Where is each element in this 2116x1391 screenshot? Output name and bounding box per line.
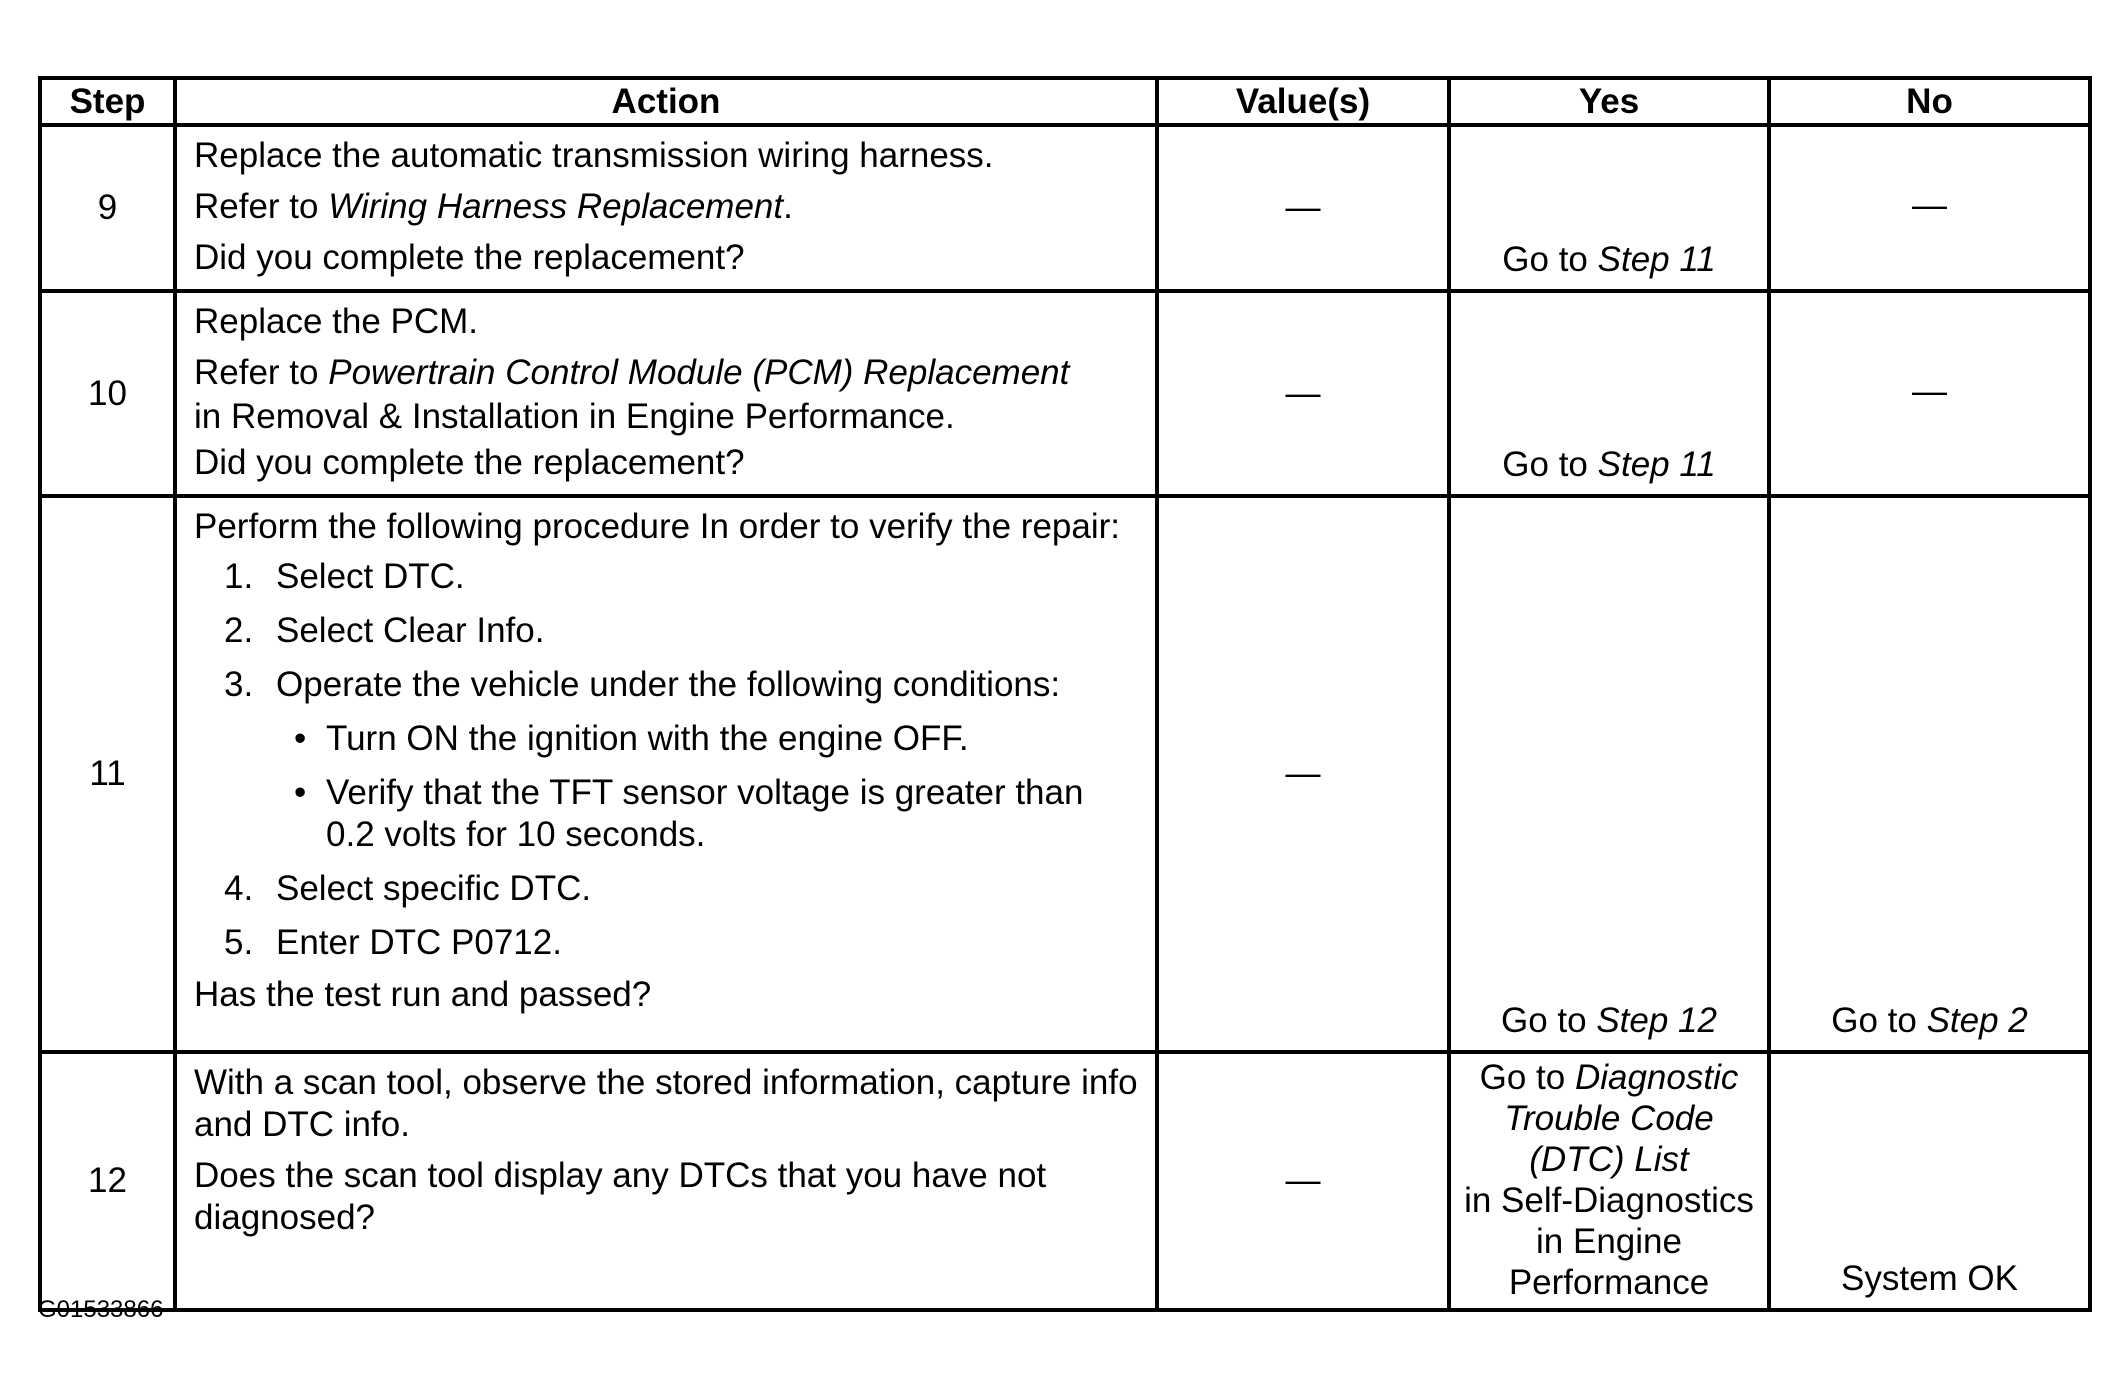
header-row <box>40 78 2090 125</box>
diagnostic-table <box>38 76 2092 1312</box>
conditions-list <box>276 718 1141 856</box>
no-prefix: Go to <box>1831 1001 1927 1040</box>
list-number: 3. <box>224 665 254 704</box>
figure-id: G01533866 <box>38 1296 164 1323</box>
value-dash: — <box>1285 1160 1321 1200</box>
no-dash: — <box>1912 186 1947 225</box>
header-action: Action <box>175 78 1157 125</box>
list-number: 5. <box>224 923 254 962</box>
yes-cell <box>1449 1052 1769 1310</box>
no-cell <box>1769 291 2090 496</box>
value-cell <box>1157 291 1449 496</box>
list-item <box>194 556 1141 598</box>
action-cell <box>175 496 1157 1052</box>
refer-link[interactable]: Wiring Harness Replacement <box>328 187 784 226</box>
yes-suffix: in Self-Diagnostics in Engine Performance <box>1464 1180 1754 1302</box>
bullet-text: Turn ON the ignition with the engine OFF. <box>326 719 969 758</box>
header-step: Step <box>40 78 175 125</box>
intro-text: Perform the following procedure In order to verify the repair: <box>194 507 1120 546</box>
refer-text <box>194 186 1141 228</box>
no-cell <box>1769 1052 2090 1310</box>
bullet-text: Verify that the TFT sensor voltage is greater than 0.2 volts for 10 seconds. <box>326 773 1084 854</box>
no-link[interactable]: Step 2 <box>1926 1001 2028 1040</box>
list-item <box>194 664 1141 856</box>
action-text: Replace the PCM. <box>194 302 479 341</box>
header-yes: Yes <box>1449 78 1769 125</box>
yes-prefix: Go to <box>1479 1058 1575 1097</box>
yes-cell <box>1449 291 1769 496</box>
question-text: Has the test run and passed? <box>194 975 652 1014</box>
list-text: Select DTC. <box>276 557 465 596</box>
list-item <box>194 610 1141 652</box>
procedure-list <box>194 556 1141 964</box>
list-number: 4. <box>224 869 254 908</box>
header-no: No <box>1769 78 2090 125</box>
yes-link[interactable]: Step 12 <box>1596 1001 1717 1040</box>
action-text: With a scan tool, observe the stored information, capture info and DTC info. <box>194 1063 1138 1144</box>
bullet-item <box>276 772 1141 856</box>
question-text: Does the scan tool display any DTCs that you have not diagnosed? <box>194 1156 1047 1237</box>
refer-link[interactable]: Powertrain Control Module (PCM) Replacement <box>328 353 1070 392</box>
table-row-step-10 <box>40 291 2090 496</box>
bullet-icon: • <box>294 773 307 812</box>
yes-prefix: Go to <box>1501 1001 1597 1040</box>
list-text: Select Clear Info. <box>276 611 545 650</box>
refer-text <box>194 352 1141 394</box>
refer-suffix: . <box>783 187 793 226</box>
no-dash: — <box>1912 371 1947 411</box>
list-number: 2. <box>224 611 254 650</box>
step-number: 9 <box>40 125 175 291</box>
refer-prefix: Refer to <box>194 353 329 392</box>
header-values: Value(s) <box>1157 78 1449 125</box>
value-dash: — <box>1285 188 1321 227</box>
yes-cell <box>1449 125 1769 291</box>
question-text: Did you complete the replacement? <box>194 238 745 277</box>
question-text: Did you complete the replacement? <box>194 443 745 482</box>
table-row-step-9 <box>40 125 2090 291</box>
value-dash: — <box>1285 754 1321 793</box>
list-text: Operate the vehicle under the following conditions: <box>276 665 1061 704</box>
no-text: System OK <box>1841 1258 2018 1298</box>
value-cell <box>1157 496 1449 1052</box>
yes-link[interactable]: Step 11 <box>1597 445 1716 484</box>
list-item <box>194 922 1141 964</box>
yes-prefix: Go to <box>1502 240 1598 279</box>
action-cell <box>175 125 1157 291</box>
list-item <box>194 868 1141 910</box>
step-number: 11 <box>40 496 175 1052</box>
step-number: 12 <box>40 1052 175 1310</box>
step-number: 10 <box>40 291 175 496</box>
refer-prefix: Refer to <box>194 187 329 226</box>
yes-link[interactable]: Step 11 <box>1597 240 1716 279</box>
value-cell <box>1157 1052 1449 1310</box>
table-row-step-11 <box>40 496 2090 1052</box>
list-number: 1. <box>224 557 254 596</box>
table-row-step-12 <box>40 1052 2090 1310</box>
list-text: Enter DTC P0712. <box>276 923 562 962</box>
action-cell <box>175 291 1157 496</box>
yes-link[interactable]: Diagnostic Trouble Code (DTC) List <box>1504 1058 1739 1179</box>
bullet-item <box>276 718 1141 760</box>
no-cell <box>1769 125 2090 291</box>
refer-subtext: in Removal & Installation in Engine Performance. <box>194 397 955 436</box>
action-cell <box>175 1052 1157 1310</box>
no-cell <box>1769 496 2090 1052</box>
action-text: Replace the automatic transmission wiring harness. <box>194 136 994 175</box>
value-dash: — <box>1285 373 1321 413</box>
list-text: Select specific DTC. <box>276 869 592 908</box>
yes-prefix: Go to <box>1502 445 1598 484</box>
value-cell <box>1157 125 1449 291</box>
yes-cell <box>1449 496 1769 1052</box>
bullet-icon: • <box>294 719 307 758</box>
